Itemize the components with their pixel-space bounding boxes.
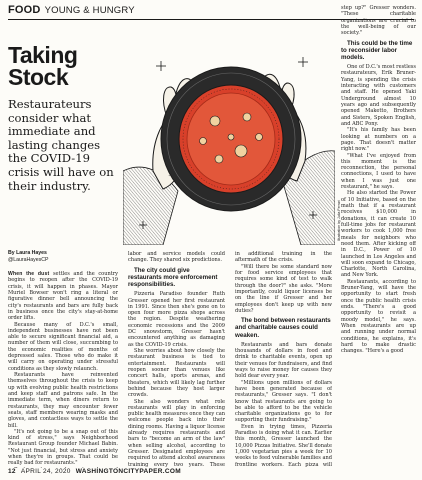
body-column-1: When the dust settles and the country begins to reopen after the COVID-19 crisis, it will happen in phases. Mayor Muriel Bowser won't ring a literal or figurative dinner bell announcing the city's restaurants and bars are fully back in business once the city's stay-at-home order lifts. Because many of D.C.'s small, independent businesses have not been able to secure significant financial aid, a number of them will close, succumbing to the economic realities of months of depressed sales. Those who do make it will carry on operating under stressful conditions as they slowly relaunch. Restaurants have reinvented themselves throughout the crisis to keep up with evolving public health restrictions and keep staff and patrons safe. In the immediate term, when diners return to restaurants, they may encounter fewer seats, staff members wearing masks and gloves, and contactless ways to settle the bill. "It's not going to be a snap out of this kind of stress," says Neighborhood Restaurant Group founder Michael Babin. "Not just financial, but stress and anxiety when they're in groups. That could be really bad for restaurants." bbox=[8, 271, 118, 467]
article-title: Taking Stock bbox=[8, 42, 78, 90]
section-header bbox=[8, 4, 135, 18]
body-column-3: in additional training in the aftermath of the crisis. "Will there be some standard now for food service employees that requires some kind of test to walk through the door?" she asks. "More importantly, could liquor licenses be on the line if Gresser and her employees don't keep up with new duties? The bond between restaurants and charitable causes could weaken. Restaurants and bars donate thousands of dollars in food and drink to charitable events, open up their venues for fundraisers, and find ways to raise money for causes they hold dear every year. "Millions upon millions of dollars have been generated because of restaurants," Gresser says. "I don't know that restaurants are going to be able to afford to be the vehicle charitable organizations go to for supporting their fundraising." Even in trying times, Pizzeria Paradiso is doing what it can. Earlier this month, Gresser launched the 10,000 Pizzas Initiative. She'll donate 1,000 vegetarian pies a week for 10 weeks to feed vulnerable families and frontline workers. Each pizza will bbox=[235, 251, 332, 468]
page-footer bbox=[8, 468, 181, 475]
illustration-credit: Illustration by Julia Ferrari bbox=[337, 200, 341, 242]
subhead: This could be the time to reconsider labor models. bbox=[341, 39, 413, 61]
section-label: FOOD bbox=[8, 4, 41, 16]
byline-author: By Laura Hayes bbox=[8, 250, 47, 256]
subsection-label: YOUNG & HUNGRY bbox=[44, 5, 135, 16]
article-dek: Restaurateurs consider what immediate and lasting changes the COVID-19 crisis will have on their industry. bbox=[8, 97, 114, 193]
hands-holding-pizza-illustration bbox=[123, 21, 335, 245]
lead-in: When the dust bbox=[8, 271, 50, 277]
subhead: The city could give restaurants more enforcement responsibilities. bbox=[128, 266, 218, 289]
issue-date: APRIL 24, 2020 bbox=[20, 468, 71, 475]
subhead: The bond between restaurants and charitable causes could weaken. bbox=[235, 317, 331, 339]
body-column-2: labor and service models could change. They shared six predictions. The city could give restaurants more enforcement responsibilities. Pizzeria Paradiso founder Ruth Gresser opened her first restaurant in 1991. Since then she's gone on to open four more pizza shops across the region. Despite weathering economic recessions and the 2009 DC snowstorm, Gresser hasn't encountered anything as damaging as the COVID-19 crisis. She worries about how closely the restaurant business is tied to entertainment. Restaurants will reopen sooner than venues like concert halls, sports arenas, and theaters, which will likely lag further behind because they host larger crowds. She also wonders what role restaurants will play in enforcing public health measures once they can welcome people back into their dining rooms. Having a liquor license already requires restaurants and bars to "become an arm of the law" when selling alcohol, according to Gresser. Designated employees are required to attend alcohol awareness training every two years. These bbox=[128, 251, 225, 468]
body-column-4: step up?" Gresser wonders. "These charitable organizations are crucial to the well-being of our society." This could be the time to reconsider labor models. One of D.C.'s most restless restaurateurs, Erik Bruner-Yang, is spending the crisis interacting with customers and staff. He opened Yaki Underground almost 10 years ago and subsequently opened Maketto, Brothers and Sisters, Spoken English, and ABC Pony. "It's his family has been looking at numbers on a page. That doesn't matter right now." "What I've enjoyed from this moment is the reconnection, the personal connections, I used to have when I was just one restaurant," he says. He also started the Power of 10 Initiative, based on the math that if a restaurant receives $10,000 in donations, it can create 10 full-time jobs for restaurant workers to cook 1,000 free meals for neighbors who need them. After kicking off in D.C., Power of 10 launched in Los Angeles and will soon expand to Chicago, Charlotte, North Carolina, and New York. Restaurants, according to Bruner-Yang, will have the opportunity to start fresh once the public health crisis ends. "There's a good opportunity to revisit a moody model," he says. When restaurants are up and running under normal conditions, he explains, it's hard to make drastic changes. "Here's a good bbox=[341, 5, 416, 355]
byline bbox=[8, 250, 118, 263]
site-url: WASHINGTONCITYPAPER.COM bbox=[75, 468, 181, 475]
byline-handle: @LauraHayesCP bbox=[8, 256, 49, 263]
page-number: 12 bbox=[8, 468, 16, 475]
